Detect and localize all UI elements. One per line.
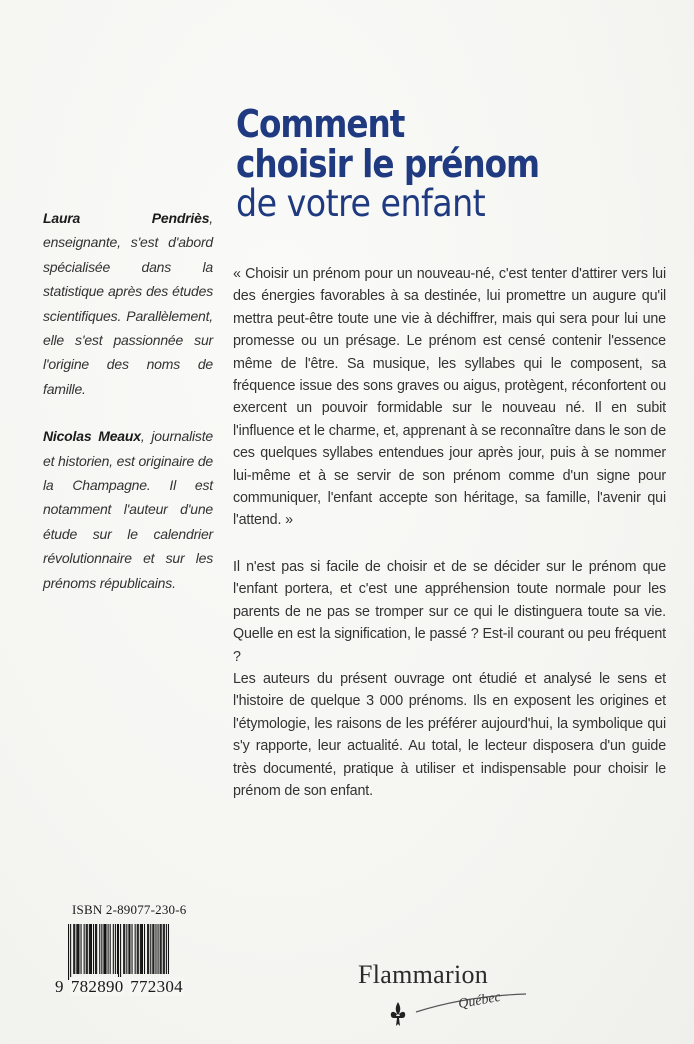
barcode-bar	[101, 924, 102, 974]
barcode-bar	[105, 924, 106, 974]
publisher-region: Québec	[457, 989, 502, 1013]
title-line-2: choisir le prénom	[236, 142, 540, 186]
barcode-bar	[147, 924, 148, 974]
barcode-bar	[140, 924, 141, 974]
barcode-bar	[148, 924, 149, 974]
barcode-digits	[55, 977, 184, 997]
barcode-digit-group: 782890	[70, 977, 124, 996]
barcode-bar	[74, 924, 75, 974]
barcode-bar	[124, 924, 125, 974]
barcode-bar	[95, 924, 96, 974]
fleur-de-lis-icon	[386, 990, 526, 1030]
barcode-bar	[77, 924, 78, 974]
author-bio	[43, 424, 213, 595]
barcode-bar	[166, 924, 167, 974]
barcode-bar	[137, 924, 138, 974]
barcode-bar	[120, 924, 121, 980]
author-bios	[43, 206, 213, 595]
barcode-bar	[96, 924, 97, 974]
blurb-paragraph: Les auteurs du présent ouvrage ont étudié et analysé le sens et l'histoire de quelque 3 000 prénoms. Ils en exposent les origines et l'étymologie, les raisons de les préférer aujourd'hui, la symbolique qui s'y rapporte, leur actualité. Au total, le lecteur disposera d'un guide très documenté, pratique à utiliser et indispensable pour choisir le prénom de son enfant.	[233, 670, 666, 799]
barcode-bar	[90, 924, 91, 974]
barcode-bar	[160, 924, 161, 974]
barcode-bar	[117, 924, 118, 974]
barcode-bar	[78, 924, 79, 974]
book-title	[236, 104, 676, 224]
barcode-bar	[103, 924, 104, 974]
author-bio-text: , enseignante, s'est d'abord spécialisée dans la statistique après des études scientifiques. Parallèlement, elle s'est passionnée sur l'origine des noms de famille.	[43, 210, 213, 397]
barcode-bar	[91, 924, 92, 974]
barcode-bar	[138, 924, 139, 974]
barcode-bar	[158, 924, 159, 974]
author-name: Nicolas Meaux	[43, 428, 141, 445]
barcode-digit-first: 9	[55, 977, 64, 996]
barcode-bar	[131, 924, 132, 974]
barcode-bar	[99, 924, 100, 974]
blurb	[233, 263, 666, 802]
isbn-label: ISBN 2-89077-230-6	[72, 902, 187, 917]
barcode-bar	[68, 924, 69, 980]
blurb-paragraph: Il n'est pas si facile de choisir et de se décider sur le prénom que l'enfant portera, et c'est une appréhension toute normale pour les parents de ne pas se tromper sur ce qui le distinguera toute sa vie. Quelle en est la signification, le passé ? Est-il courant ou peu fréquent ?	[233, 558, 666, 665]
barcode-bar	[152, 924, 153, 974]
barcode-bar	[129, 924, 130, 974]
barcode-bar	[153, 924, 154, 974]
barcode-bar	[73, 924, 74, 974]
publisher-logo	[358, 960, 538, 1030]
barcode-bar	[84, 924, 85, 974]
barcode-bar	[76, 924, 77, 974]
barcode-bar	[113, 924, 114, 974]
author-bio	[43, 206, 213, 401]
barcode-bar	[142, 924, 143, 974]
barcode-bar	[87, 924, 88, 974]
barcode	[68, 924, 170, 980]
barcode-bar	[163, 924, 164, 974]
barcode-bar	[93, 924, 94, 974]
barcode-bar	[141, 924, 142, 974]
author-name: Laura Pendriès	[43, 210, 210, 226]
barcode-bars	[68, 924, 170, 980]
barcode-bar	[135, 924, 136, 974]
publisher-name: Flammarion	[358, 960, 489, 989]
barcode-bar	[118, 924, 119, 980]
blurb-quote: « Choisir un prénom pour un nouveau-né, c'est tenter d'attirer vers lui des énergies favorables à sa destinée, lui promettre un augure qu'il mettra peut-être toute une vie à déchiffrer, mais qui sera pour lui une promesse ou un présage. Le prénom est censé contenir l'essence même de l'être. Sa musique, les syllabes qui le composent, sa fréquence issue des sons graves ou aigus, protègent, réconfortent ou exercent un pouvoir formidable sur le nouveau né. Il en subit l'influence et le charme, et, apprenant à se reconnaître dans le son de ces quelques syllabes entendues jour après jour, puis à se nommer lui-même et à se servir de son prénom comme d'un signe pour communiquer, l'enfant accepte son héritage, sa famille, l'avenir qui l'attend. »	[233, 266, 666, 529]
barcode-bar	[144, 924, 145, 974]
barcode-bar	[150, 924, 151, 974]
barcode-bar	[104, 924, 105, 974]
barcode-bar	[128, 924, 129, 974]
barcode-bar	[80, 924, 81, 974]
barcode-bar	[89, 924, 90, 974]
barcode-bar	[110, 924, 111, 974]
barcode-bar	[123, 924, 124, 974]
barcode-bar	[86, 924, 87, 974]
barcode-bar	[168, 924, 169, 974]
barcode-bar	[70, 924, 71, 980]
barcode-bar	[155, 924, 156, 974]
barcode-bar	[108, 924, 109, 974]
title-line-1: Comment	[236, 102, 405, 146]
barcode-digit-group: 772304	[130, 977, 183, 996]
barcode-bar	[115, 924, 116, 974]
title-line-3: de votre enfant	[236, 182, 486, 225]
barcode-bar	[164, 924, 165, 974]
barcode-bar	[161, 924, 162, 974]
barcode-bar	[126, 924, 127, 974]
author-bio-text: , journaliste et historien, est originaire de la Champagne. Il est notamment l'auteur d'une étude sur le calendrier révolutionnaire et sur les prénoms républicains.	[43, 428, 213, 591]
